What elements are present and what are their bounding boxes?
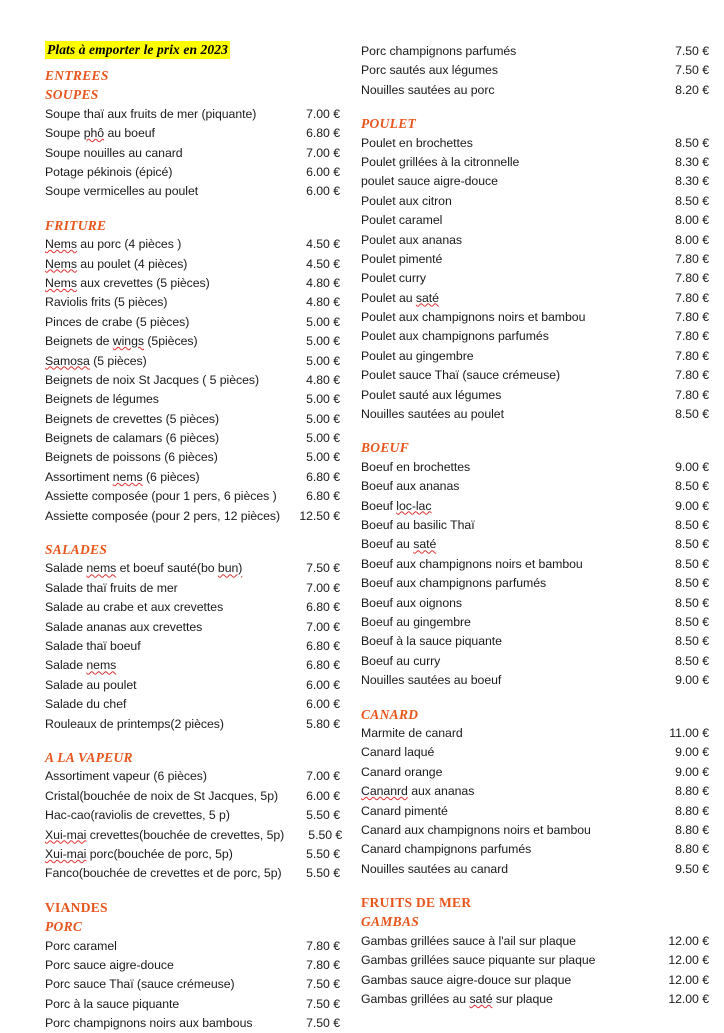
- menu-item-price: 6.80 €: [306, 126, 340, 141]
- menu-item-price: 7.00 €: [306, 106, 340, 121]
- menu-item-name: Boeuf au saté: [361, 537, 437, 552]
- menu-item-name: Boeuf aux ananas: [361, 479, 460, 494]
- menu-item-row: [361, 172, 724, 191]
- menu-item-row: [45, 144, 352, 163]
- spellcheck-word: Cananrd: [361, 784, 408, 799]
- menu-item-name: Boeuf au gingembre: [361, 614, 471, 629]
- menu-item-price: 9.00 €: [675, 459, 709, 474]
- menu-item-name: Salade thaï boeuf: [45, 639, 141, 653]
- menu-item-row: [45, 255, 352, 274]
- menu-item-price: 9.00 €: [675, 498, 709, 513]
- menu-item-price: 6.80 €: [306, 489, 340, 504]
- menu-item-name: Beignets de calamars (6 pièces): [45, 431, 220, 446]
- menu-item-price: 5.00 €: [306, 353, 340, 368]
- menu-item-price: 8.80 €: [675, 822, 709, 837]
- menu-item-row: [361, 951, 724, 970]
- menu-item-row: [45, 371, 352, 390]
- menu-item-row: [45, 787, 352, 806]
- menu-item-price: 6.00 €: [306, 677, 340, 692]
- menu-item-price: 7.00 €: [306, 580, 340, 595]
- menu-item-price: 7.00 €: [306, 145, 340, 160]
- menu-item-name: Poulet en brochettes: [361, 135, 473, 150]
- menu-item-row: [361, 802, 724, 821]
- menu-item-price: 8.00 €: [675, 213, 709, 228]
- menu-item-price: 12.00 €: [668, 992, 709, 1007]
- menu-item-price: 8.80 €: [675, 803, 709, 818]
- menu-item-name: Fanco(bouchée de crevettes et de porc, 5p): [45, 866, 282, 881]
- menu-item-price: 11.00 €: [669, 725, 709, 740]
- menu-item-row: [45, 806, 352, 825]
- menu-item-name: Salade nems et boeuf sauté(bo bun): [45, 561, 243, 576]
- menu-item-name: Poulet pimenté: [361, 251, 443, 266]
- menu-item-row: [45, 656, 352, 675]
- menu-item-name: Porc à la sauce piquante: [45, 996, 180, 1011]
- menu-item-name: Gambas sauce aigre-douce sur plaque: [361, 972, 572, 987]
- menu-item-price: 6.00 €: [306, 697, 340, 712]
- menu-item-name: Assiette composée (pour 2 pers, 12 pièces): [45, 508, 281, 523]
- spellcheck-word: loc-lac: [396, 498, 432, 513]
- page-title-wrapper: [45, 42, 352, 58]
- menu-item-row: [45, 182, 352, 201]
- menu-item-price: 7.80 €: [675, 387, 709, 402]
- menu-item-row: [361, 42, 724, 61]
- menu-item-row: [361, 327, 724, 346]
- menu-item-name: Marmite de canard: [361, 725, 463, 740]
- menu-item-row: [361, 211, 724, 230]
- menu-item-price: 7.80 €: [675, 251, 709, 266]
- menu-item-name: Gambas grillées sauce à l'ail sur plaque: [361, 933, 576, 948]
- menu-item-name: Nems au poulet (4 pièces): [45, 256, 188, 271]
- menu-item-name: Hac-cao(raviolis de crevettes, 5 p): [45, 808, 230, 823]
- menu-item-name: Salade nems: [45, 658, 117, 673]
- menu-item-name: Canard orange: [361, 764, 443, 779]
- menu-item-row: [45, 695, 352, 714]
- menu-item-price: 6.80 €: [306, 600, 340, 615]
- page-title: Plats à emporter le prix en 2023: [47, 42, 228, 57]
- section-heading-friture: FRITURE: [45, 217, 107, 233]
- menu-item-name: Salade ananas aux crevettes: [45, 619, 203, 634]
- menu-item-row: [361, 497, 724, 516]
- menu-item-name: Salade du chef: [45, 697, 127, 712]
- menu-item-price: 8.80 €: [675, 784, 709, 799]
- menu-item-row: [361, 971, 724, 990]
- menu-item-name: Porc sauce aigre-douce: [45, 957, 174, 972]
- menu-item-name: Nouilles sautées au poulet: [361, 407, 504, 422]
- menu-item-name: Poulet aux champignons noirs et bambou: [361, 310, 586, 325]
- menu-item-name: Nems aux crevettes (5 pièces): [45, 275, 210, 290]
- menu-item-price: 12.00 €: [668, 933, 709, 948]
- menu-item-row: [45, 956, 352, 975]
- menu-item-row: [45, 487, 352, 506]
- menu-item-price: 8.50 €: [675, 576, 709, 591]
- spellcheck-word: wings: [112, 334, 144, 349]
- menu-item-price: 7.80 €: [675, 310, 709, 325]
- section-heading-gambas: GAMBAS: [361, 914, 420, 930]
- menu-item-price: 7.80 €: [675, 290, 709, 305]
- menu-item-row: [361, 134, 724, 153]
- menu-item-price: 8.50 €: [675, 537, 709, 552]
- menu-item-name: Soupe nouilles au canard: [45, 145, 183, 160]
- menu-item-name: Canard aux champignons noirs et bambou: [361, 822, 591, 837]
- menu-item-price: 4.80 €: [306, 275, 340, 290]
- menu-item-row: [361, 574, 724, 593]
- menu-item-price: 7.00 €: [306, 619, 340, 634]
- menu-item-row: [361, 366, 724, 385]
- menu-item-row: [361, 289, 724, 308]
- menu-item-row: [361, 860, 724, 879]
- menu-item-name: poulet sauce aigre-douce: [361, 174, 498, 189]
- menu-item-row: [45, 410, 352, 429]
- menu-item-name: Assortiment nems (6 pièces): [45, 469, 200, 484]
- menu-item-name: Beignets de poissons (6 pièces): [45, 450, 218, 465]
- menu-item-name: Poulet sauce Thaï (sauce crémeuse): [361, 368, 561, 383]
- menu-item-name: Poulet aux champignons parfumés: [361, 329, 549, 344]
- menu-item-name: Xui-mai crevettes(bouchée de crevettes, 5p): [45, 827, 285, 842]
- menu-item-price: 4.50 €: [306, 237, 340, 252]
- menu-item-price: 8.50 €: [675, 193, 709, 208]
- menu-item-name: Assortiment vapeur (6 pièces): [45, 769, 207, 784]
- menu-item-row: [45, 637, 352, 656]
- menu-item-row: [45, 845, 352, 864]
- menu-item-price: 8.50 €: [675, 518, 709, 533]
- menu-item-price: 9.00 €: [675, 764, 709, 779]
- menu-item-name: Beignets de crevettes (5 pièces): [45, 411, 220, 426]
- menu-item-price: 5.80 €: [306, 716, 340, 731]
- menu-item-price: 9.00 €: [675, 673, 709, 688]
- menu-item-price: 8.50 €: [675, 479, 709, 494]
- menu-item-row: [361, 405, 724, 424]
- menu-item-row: [361, 153, 724, 172]
- menu-item-price: 7.50 €: [675, 44, 709, 58]
- spellcheck-word: nems: [86, 561, 117, 576]
- menu-item-name: Porc sauce Thaï (sauce crémeuse): [45, 977, 235, 992]
- menu-item-row: [45, 864, 352, 883]
- menu-item-row: [45, 429, 352, 448]
- menu-item-row: [361, 555, 724, 574]
- menu-item-price: 7.00 €: [306, 769, 340, 784]
- menu-item-row: [361, 81, 724, 100]
- menu-item-name: Boeuf aux champignons noirs et bambou: [361, 556, 583, 571]
- menu-item-price: 7.50 €: [306, 977, 340, 992]
- menu-item-name: Canard champignons parfumés: [361, 842, 532, 857]
- menu-item-row: [45, 579, 352, 598]
- spellcheck-word: Nems: [45, 237, 77, 252]
- menu-item-price: 6.80 €: [306, 469, 340, 484]
- menu-item-row: [361, 269, 724, 288]
- menu-item-row: [45, 937, 352, 956]
- menu-item-price: 6.00 €: [306, 164, 340, 179]
- section-heading-fruits-de-mer: FRUITS DE MER: [361, 895, 472, 911]
- menu-item-name: Poulet aux ananas: [361, 232, 463, 247]
- menu-item-row: [45, 995, 352, 1014]
- menu-item-name: Boeuf aux oignons: [361, 595, 463, 610]
- menu-item-name: Nouilles sautées au boeuf: [361, 673, 502, 688]
- menu-item-name: Boeuf aux champignons parfumés: [361, 576, 547, 591]
- menu-item-price: 6.00 €: [306, 788, 340, 803]
- menu-item-row: [361, 458, 724, 477]
- menu-item-row: [45, 124, 352, 143]
- menu-item-price: 5.50 €: [306, 808, 340, 823]
- menu-item-row: [45, 390, 352, 409]
- menu-item-row: [45, 975, 352, 994]
- menu-item-name: Nems au porc (4 pièces ): [45, 237, 182, 252]
- menu-item-row: [45, 618, 352, 637]
- spellcheck-word: bun): [217, 561, 243, 576]
- right-sections-container: [361, 42, 724, 1009]
- section-heading-boeuf: BOEUF: [361, 440, 410, 456]
- menu-item-price: 12.00 €: [668, 972, 709, 987]
- menu-item-name: Poulet au saté: [361, 290, 439, 305]
- menu-item-row: [361, 671, 724, 690]
- menu-item-row: [361, 821, 724, 840]
- menu-item-row: [361, 61, 724, 80]
- menu-item-row: [45, 293, 352, 312]
- menu-item-price: 7.50 €: [675, 63, 709, 78]
- menu-item-row: [45, 826, 352, 845]
- menu-item-price: 5.00 €: [306, 431, 340, 446]
- menu-item-row: [45, 332, 352, 351]
- menu-item-price: 5.00 €: [306, 314, 340, 329]
- menu-item-row: [45, 507, 352, 526]
- spellcheck-word: Samosa: [45, 353, 90, 368]
- menu-item-price: 4.80 €: [306, 372, 340, 387]
- menu-item-name: Salade au crabe et aux crevettes: [45, 600, 224, 615]
- menu-item-price: 8.00 €: [675, 232, 709, 247]
- menu-item-name: Soupe phô au boeuf: [45, 126, 155, 141]
- menu-item-row: [361, 477, 724, 496]
- menu-item-name: Porc champignons noirs aux bambous: [45, 1016, 253, 1031]
- menu-item-name: Raviolis frits (5 pièces): [45, 295, 168, 310]
- menu-item-name: Canard pimenté: [361, 803, 448, 818]
- menu-item-row: [45, 352, 352, 371]
- menu-item-price: 8.30 €: [675, 154, 709, 169]
- spellcheck-word: Nems: [45, 275, 77, 290]
- left-sections-container: [45, 66, 352, 1033]
- spellcheck-word: nems: [112, 469, 143, 484]
- menu-item-price: 6.00 €: [306, 184, 340, 199]
- menu-item-name: Porc sautés aux légumes: [361, 63, 498, 78]
- menu-item-price: 5.50 €: [306, 846, 340, 861]
- menu-item-price: 12.00 €: [668, 953, 709, 968]
- menu-item-price: 8.30 €: [675, 174, 709, 189]
- menu-item-row: [45, 559, 352, 578]
- menu-item-name: Canard laqué: [361, 745, 435, 760]
- menu-item-price: 7.80 €: [306, 957, 340, 972]
- menu-item-name: Nouilles sautées au porc: [361, 82, 495, 97]
- menu-item-name: Poulet grillées à la citronnelle: [361, 154, 520, 169]
- menu-item-row: [361, 516, 724, 535]
- menu-item-row: [45, 274, 352, 293]
- menu-item-row: [361, 386, 724, 405]
- menu-item-price: 7.80 €: [675, 271, 709, 286]
- menu-item-price: 7.80 €: [675, 368, 709, 383]
- menu-item-row: [45, 715, 352, 734]
- menu-item-price: 7.50 €: [306, 1016, 340, 1031]
- menu-item-row: [361, 308, 724, 327]
- section-heading-canard: CANARD: [361, 706, 419, 722]
- menu-item-row: [45, 676, 352, 695]
- menu-item-price: 5.50 €: [306, 866, 340, 881]
- menu-item-row: [361, 782, 724, 801]
- menu-item-price: 8.50 €: [675, 634, 709, 649]
- menu-column-right: [352, 0, 724, 1033]
- menu-item-row: [45, 448, 352, 467]
- menu-item-price: 8.50 €: [675, 407, 709, 422]
- spellcheck-word: Xui-mai: [45, 846, 87, 861]
- section-heading-poulet: POULET: [361, 116, 417, 132]
- spellcheck-word: saté: [415, 290, 439, 305]
- menu-item-row: [361, 840, 724, 859]
- menu-item-row: [361, 347, 724, 366]
- menu-item-name: Assiette composée (pour 1 pers, 6 pièces ): [45, 489, 277, 504]
- menu-item-price: 7.80 €: [675, 329, 709, 344]
- spellcheck-word: saté: [413, 537, 437, 552]
- menu-item-name: Beignets de légumes: [45, 392, 159, 407]
- menu-item-name: Poulet caramel: [361, 213, 443, 228]
- menu-item-row: [45, 1014, 352, 1033]
- menu-item-name: Pinces de crabe (5 pièces): [45, 314, 190, 329]
- menu-item-row: [361, 932, 724, 951]
- menu-item-name: Cristal(bouchée de noix de St Jacques, 5p): [45, 788, 279, 803]
- section-heading-a-la-vapeur: A LA VAPEUR: [45, 749, 133, 765]
- menu-item-name: Beignets de wings (5pièces): [45, 334, 198, 349]
- section-heading-entrees: ENTREES: [45, 68, 109, 83]
- menu-item-row: [361, 632, 724, 651]
- menu-item-name: Samosa (5 pièces): [45, 353, 147, 368]
- menu-item-row: [361, 743, 724, 762]
- menu-item-row: [361, 250, 724, 269]
- menu-item-name: Gambas grillées sauce piquante sur plaque: [361, 953, 596, 968]
- menu-item-price: 8.80 €: [675, 842, 709, 857]
- menu-item-price: 8.50 €: [675, 135, 709, 150]
- menu-item-row: [45, 105, 352, 124]
- menu-item-name: Poulet aux citron: [361, 193, 452, 208]
- menu-item-name: Beignets de noix St Jacques ( 5 pièces): [45, 372, 260, 387]
- menu-item-name: Gambas grillées au saté sur plaque: [361, 992, 553, 1007]
- menu-item-name: Salade au poulet: [45, 677, 137, 692]
- spellcheck-word: Xui-mai: [45, 827, 87, 842]
- menu-item-name: Boeuf au curry: [361, 653, 441, 668]
- menu-item-name: Nouilles sautées au canard: [361, 861, 509, 876]
- menu-item-row: [45, 163, 352, 182]
- menu-item-name: Porc caramel: [45, 938, 117, 953]
- menu-item-row: [45, 767, 352, 786]
- menu-item-price: 5.00 €: [306, 392, 340, 407]
- menu-item-price: 7.80 €: [675, 348, 709, 363]
- menu-item-row: [361, 763, 724, 782]
- spellcheck-word: Nems: [45, 256, 77, 271]
- menu-item-name: Boeuf loc-lac: [361, 498, 432, 513]
- spellcheck-word: nems: [86, 658, 117, 673]
- menu-item-name: Poulet curry: [361, 271, 427, 286]
- menu-item-price: 8.50 €: [675, 556, 709, 571]
- menu-item-row: [45, 598, 352, 617]
- section-heading-viandes: VIANDES: [45, 899, 108, 915]
- menu-item-price: 8.50 €: [675, 614, 709, 629]
- menu-item-price: 5.00 €: [306, 334, 340, 349]
- menu-item-name: Cananrd aux ananas: [361, 784, 475, 799]
- menu-item-row: [361, 535, 724, 554]
- menu-item-price: 9.50 €: [675, 861, 709, 876]
- menu-item-price: 12.50 €: [299, 508, 340, 523]
- menu-item-price: 5.00 €: [306, 450, 340, 465]
- menu-item-name: Xui-mai porc(bouchée de porc, 5p): [45, 846, 233, 861]
- menu-item-price: 7.50 €: [306, 996, 340, 1011]
- menu-item-name: Boeuf au basilic Thaï: [361, 518, 475, 533]
- section-heading-soupes: SOUPES: [45, 87, 99, 103]
- section-heading-salades: SALADES: [45, 542, 108, 558]
- menu-item-price: 8.50 €: [675, 595, 709, 610]
- menu-item-name: Boeuf en brochettes: [361, 459, 471, 474]
- menu-item-price: 7.80 €: [306, 938, 340, 953]
- menu-item-row: [45, 468, 352, 487]
- menu-item-price: 9.00 €: [675, 745, 709, 760]
- menu-item-price: 5.00 €: [306, 411, 340, 426]
- menu-item-name: Rouleaux de printemps(2 pièces): [45, 716, 224, 731]
- menu-item-name: Salade thaï fruits de mer: [45, 580, 178, 595]
- menu-item-row: [45, 313, 352, 332]
- menu-item-price: 8.50 €: [675, 653, 709, 668]
- section-heading-porc: PORC: [45, 919, 83, 935]
- menu-item-price: 6.80 €: [306, 639, 340, 653]
- menu-item-price: 5.50 €: [308, 827, 343, 842]
- menu-item-row: [45, 235, 352, 254]
- menu-item-row: [361, 652, 724, 671]
- menu-item-row: [361, 594, 724, 613]
- menu-item-price: 4.80 €: [306, 295, 340, 310]
- spellcheck-word: phô: [83, 126, 105, 141]
- menu-item-name: Potage pékinois (épicé): [45, 164, 173, 179]
- menu-item-price: 4.50 €: [306, 256, 340, 271]
- menu-item-name: Boeuf à la sauce piquante: [361, 634, 502, 649]
- menu-item-price: 6.80 €: [306, 658, 340, 673]
- menu-item-price: 7.50 €: [306, 561, 340, 576]
- menu-item-row: [361, 192, 724, 211]
- menu-item-name: Soupe vermicelles au poulet: [45, 184, 199, 199]
- menu-item-row: [361, 613, 724, 632]
- menu-item-name: Porc champignons parfumés: [361, 44, 517, 58]
- menu-item-row: [361, 231, 724, 250]
- menu-item-row: [361, 724, 724, 743]
- menu-item-name: Soupe thaï aux fruits de mer (piquante): [45, 106, 257, 121]
- spellcheck-word: saté: [469, 992, 493, 1007]
- menu-item-price: 8.20 €: [675, 82, 709, 97]
- menu-item-name: Poulet sauté aux légumes: [361, 387, 502, 402]
- menu-item-name: Poulet au gingembre: [361, 348, 474, 363]
- menu-column-left: [0, 0, 352, 1033]
